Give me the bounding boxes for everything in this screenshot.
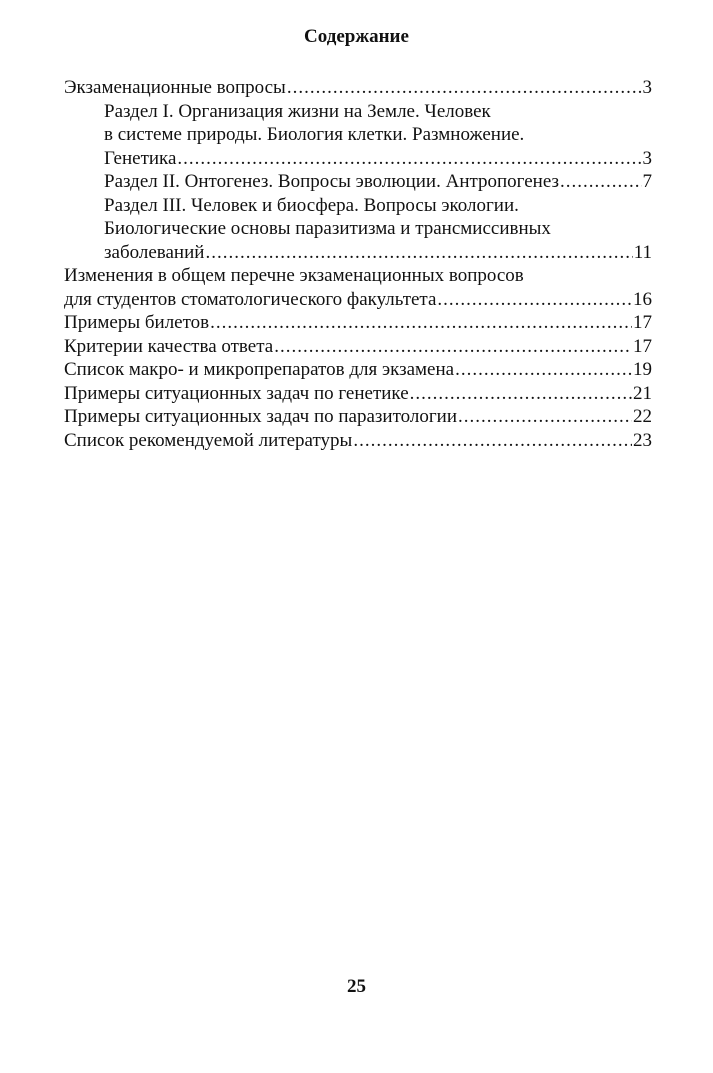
- toc-line: [64, 76, 652, 100]
- toc-page-number: 17: [633, 335, 652, 357]
- toc-entry-literature[interactable]: [64, 429, 652, 453]
- toc-entry-section-1[interactable]: [64, 100, 652, 171]
- toc-entry-parasitology-tasks[interactable]: [64, 405, 652, 429]
- toc-page-number: 11: [633, 241, 652, 263]
- dot-leader: [437, 288, 632, 312]
- page-number: 25: [347, 976, 366, 997]
- toc-line: [64, 382, 652, 406]
- dot-leader: [177, 147, 641, 171]
- toc-entry-title: Экзаменационные вопросы: [64, 77, 286, 98]
- toc-line: Изменения в общем перечне экзаменационных вопросов: [64, 265, 524, 286]
- dot-leader: [560, 170, 642, 194]
- toc-line: [64, 429, 652, 453]
- toc-entry-title: Генетика: [104, 147, 177, 169]
- dot-leader: [458, 405, 632, 429]
- toc-entry-title: Список макро- и микропрепаратов для экзамена: [64, 359, 455, 380]
- toc-entry-changes[interactable]: [64, 264, 652, 311]
- toc-page-number: 3: [642, 77, 652, 98]
- table-of-contents: [64, 76, 652, 452]
- toc-line: Раздел III. Человек и биосфера. Вопросы экологии.: [104, 194, 519, 216]
- toc-entry-section-2[interactable]: [64, 170, 652, 194]
- toc-line: Раздел I. Организация жизни на Земле. Человек: [104, 100, 491, 122]
- toc-line: [64, 358, 652, 382]
- toc-entry-title: Раздел II. Онтогенез. Вопросы эволюции. Антропогенез: [104, 171, 559, 192]
- dot-leader: [410, 382, 632, 406]
- toc-entry-title: Примеры ситуационных задач по генетике: [64, 382, 409, 404]
- dot-leader: [274, 335, 632, 359]
- dot-leader: [455, 358, 632, 382]
- toc-page-number: 17: [633, 312, 652, 333]
- toc-line: [104, 147, 652, 171]
- toc-entry-title: Критерии качества ответа: [64, 335, 274, 357]
- toc-entry-answer-criteria[interactable]: [64, 335, 652, 359]
- toc-entry-title: Примеры билетов: [64, 312, 210, 333]
- toc-entry-title: Список рекомендуемой литературы: [64, 429, 353, 451]
- page-title: Содержание: [304, 26, 409, 47]
- toc-page-number: 7: [642, 171, 652, 192]
- toc-page-number: 22: [633, 406, 652, 427]
- toc-entry-section-3[interactable]: [64, 194, 652, 265]
- toc-page-number: 21: [633, 382, 652, 404]
- toc-line: [64, 288, 652, 312]
- dot-leader: [353, 429, 632, 453]
- toc-entry-specimens-list[interactable]: [64, 358, 652, 382]
- toc-line: в системе природы. Биология клетки. Размножение.: [104, 124, 525, 145]
- toc-line: [64, 335, 652, 359]
- dot-leader: [287, 76, 642, 100]
- dot-leader: [210, 311, 632, 335]
- toc-entry-title: для студентов стоматологического факультета: [64, 288, 437, 310]
- toc-page-number: 19: [633, 359, 652, 380]
- toc-page-number: 3: [642, 147, 652, 169]
- toc-line: [64, 311, 652, 335]
- toc-page-number: 23: [633, 429, 652, 451]
- toc-page-number: 16: [633, 288, 652, 310]
- toc-line: Биологические основы паразитизма и трансмиссивных: [104, 218, 551, 239]
- toc-line: [104, 241, 652, 265]
- toc-entry-genetics-tasks[interactable]: [64, 382, 652, 406]
- toc-entry-exam-questions[interactable]: [64, 76, 652, 100]
- toc-line: [104, 170, 652, 194]
- toc-entry-title: Примеры ситуационных задач по паразитологии: [64, 406, 458, 427]
- dot-leader: [205, 241, 632, 265]
- toc-line: [64, 405, 652, 429]
- toc-entry-title: заболеваний: [104, 241, 205, 263]
- toc-entry-ticket-examples[interactable]: [64, 311, 652, 335]
